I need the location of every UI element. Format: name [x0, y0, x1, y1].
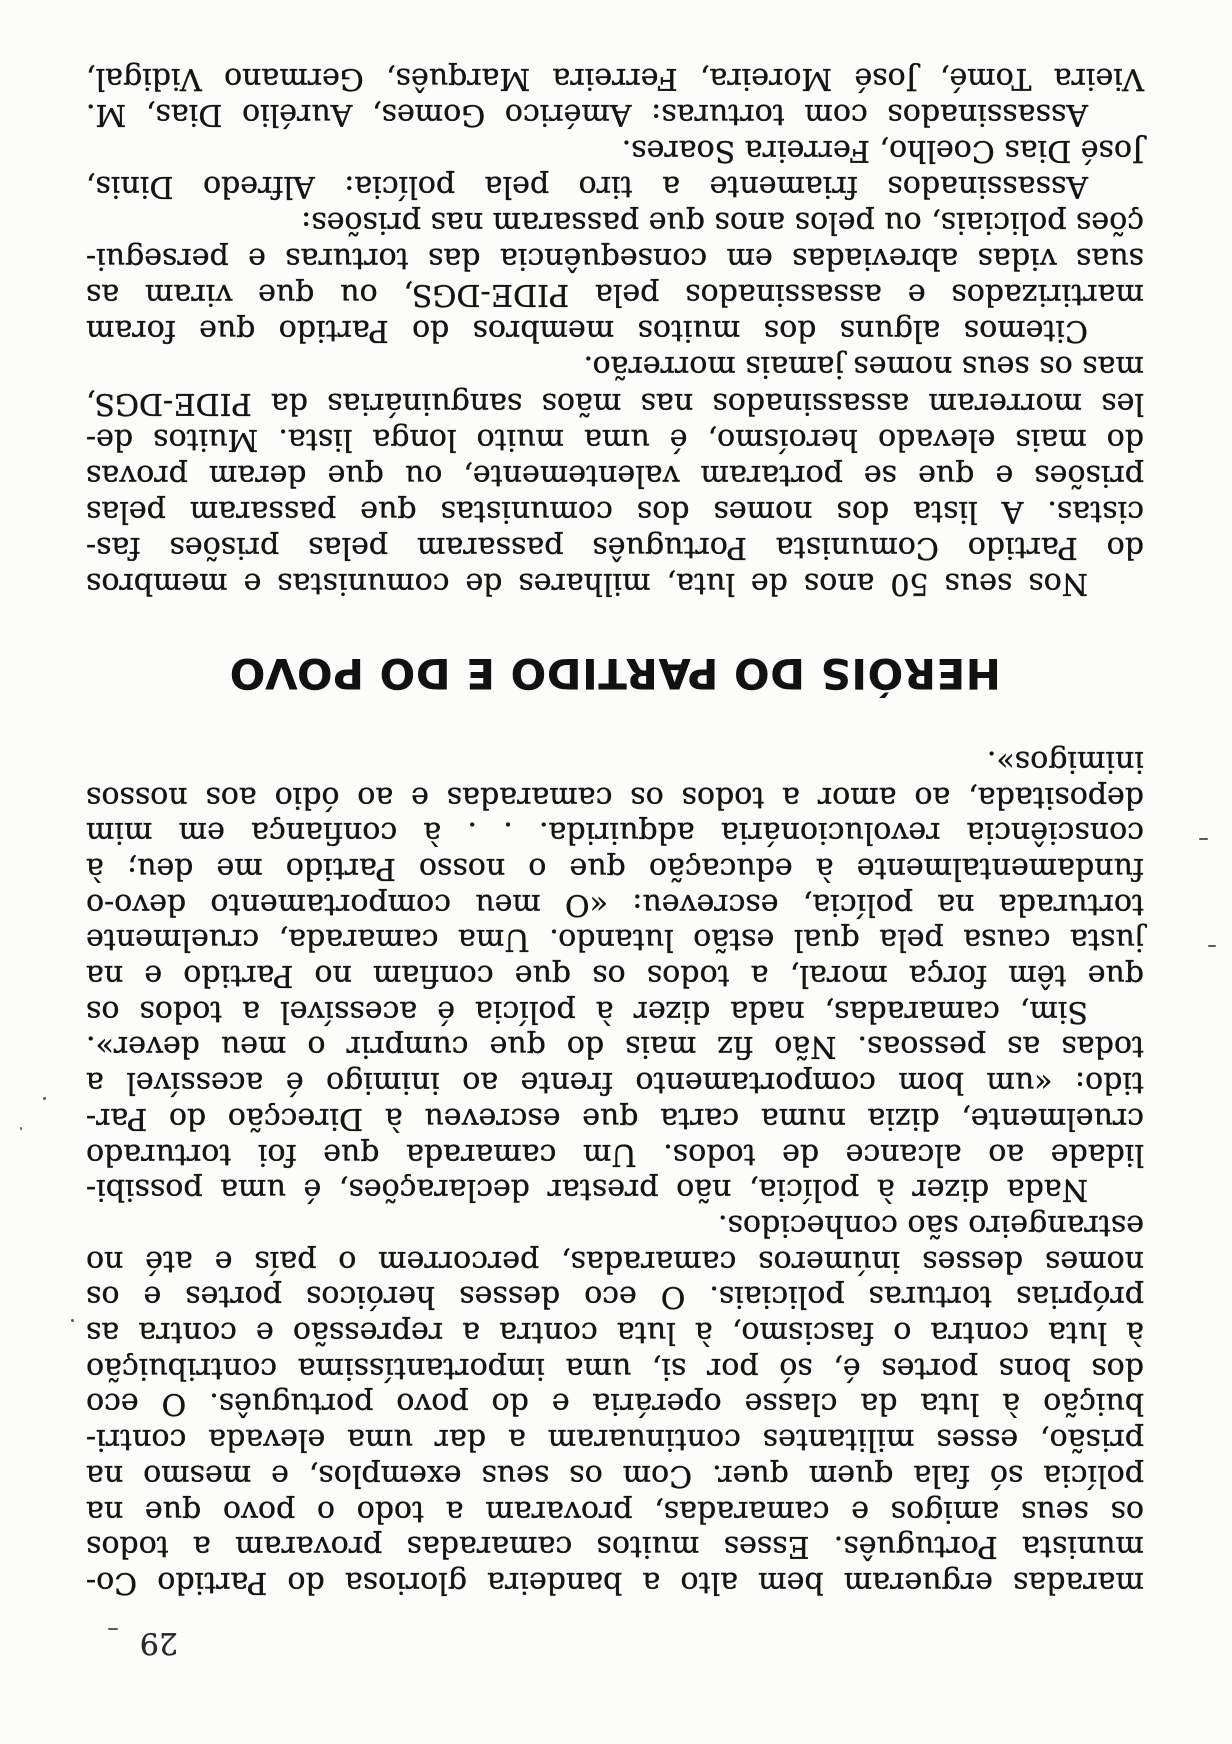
scan-speck — [1208, 945, 1216, 947]
text-line: maradas ergueram bem alto a bandeira gloriosa do Partido Co- — [86, 1565, 1144, 1600]
text-line: munista Português. Esses muitos camaradas provaram a todos — [86, 1529, 1144, 1565]
text-line: les morreram assassinados nas mãos sanguinárias da PIDE-DGS, — [86, 385, 1144, 421]
text-line: tido: «um bom comportamento frente ao inimigo é acessível a — [86, 1065, 1144, 1101]
text-line: próprias torturas policiais. O eco desses heróicos portes e os — [86, 1279, 1144, 1315]
text-line: dos bons portes é, só por si, uma importantíssima contribuição — [86, 1350, 1144, 1386]
text-line: Vieira Tomé, José Moreira, Ferreira Marquês, Germano Vidigal, — [86, 60, 1144, 96]
page-number: 29 — [139, 1625, 178, 1660]
text-line: lidade ao alcance de todos. Um camarada que foi torturado — [86, 1136, 1144, 1172]
text-line: do mais elevado heroísmo, é uma muito longa lista. Muitos de- — [86, 421, 1144, 457]
text-line: cistas. A lista dos nomes dos comunistas que passaram pelas — [86, 493, 1144, 529]
scan-speck — [20, 1127, 22, 1130]
text-line: nomes desses inúmeros camaradas, percorrem o país e até no — [86, 1243, 1144, 1279]
text-line: do Partido Comunista Português passaram pelas prisões fas- — [86, 529, 1144, 565]
text-line: buição à luta da classe operária e do povo português. O eco — [86, 1386, 1144, 1422]
text-line: Assassinados com torturas: Américo Gomes, Aurélio Dias, M. — [86, 96, 1088, 132]
text-line: depositada, ao amor a todos os camaradas e ao ódio aos nossos — [86, 779, 1144, 815]
text-line: Citemos alguns dos muitos membros do Partido que foram — [86, 313, 1088, 349]
continued-text — [86, 743, 1144, 1600]
text-line: torturada na polícia, escreveu: «O meu comportamento devo-o — [86, 886, 1144, 922]
section-body — [86, 60, 1144, 601]
text-line: estrangeiro são conhecidos. — [718, 1207, 1144, 1243]
text-line: todas as pessoas. Não fiz mais do que cumprir o meu dever». — [86, 1029, 1144, 1065]
text-line: prisão, esses militantes continuaram a dar uma elevada contri- — [86, 1422, 1144, 1458]
text-line: Nada dizer à polícia, não prestar declarações, é uma possibi- — [86, 1172, 1088, 1208]
text-line: cruelmente, dizia numa carta que escreveu à Direcção do Par- — [86, 1100, 1144, 1136]
text-line: polícia só fala quem quer. Com os seus exemplos, e mesmo na — [86, 1457, 1144, 1493]
section-heading: HERÓIS DO PARTIDO E DO POVO — [229, 649, 1001, 698]
scan-speck — [43, 1097, 46, 1100]
text-line: martirizados e assassinados pela PIDE-DGS, ou que viram as — [86, 277, 1144, 313]
text-line: consciência revolucionária adquirida. . . à confiança em mim — [86, 815, 1144, 851]
text-line: prisões e que se portaram valentemente, ou que deram provas — [86, 457, 1144, 493]
scan-speck — [71, 1319, 74, 1322]
text-line: Sim, camaradas, nada dizer à polícia é acessível a todos os — [86, 993, 1088, 1029]
text-line: inimigos». — [986, 743, 1144, 779]
text-line: suas vidas abreviadas em consequência das torturas e persegui- — [86, 241, 1144, 277]
scan-speck — [108, 1628, 118, 1630]
text-line: à luta contra o fascismo, à luta contra a repressão e contra as — [86, 1315, 1144, 1351]
text-line: justa causa pela qual estão lutando. Uma camarada, cruelmente — [86, 922, 1144, 958]
text-line: Assassinados friamente a tiro pela polícia: Alfredo Dinis, — [86, 168, 1088, 204]
text-line: os seus amigos e camaradas, provaram a todo o povo que na — [86, 1493, 1144, 1529]
text-line: mas os seus nomes jamais morrerão. — [583, 349, 1144, 385]
scan-speck — [1199, 838, 1208, 840]
text-line: que têm força moral, a todos os que confiam no Partido e na — [86, 958, 1144, 994]
text-line: Nos seus 50 anos de luta, milhares de comunistas e membros — [86, 566, 1088, 601]
text-line: ções policiais, ou pelos anos que passaram nas prisões: — [301, 205, 1144, 241]
text-line: fundamentalmente à educação que o nosso Partido me deu; à — [86, 850, 1144, 886]
text-line: José Dias Coelho, Ferreira Soares. — [621, 132, 1144, 168]
